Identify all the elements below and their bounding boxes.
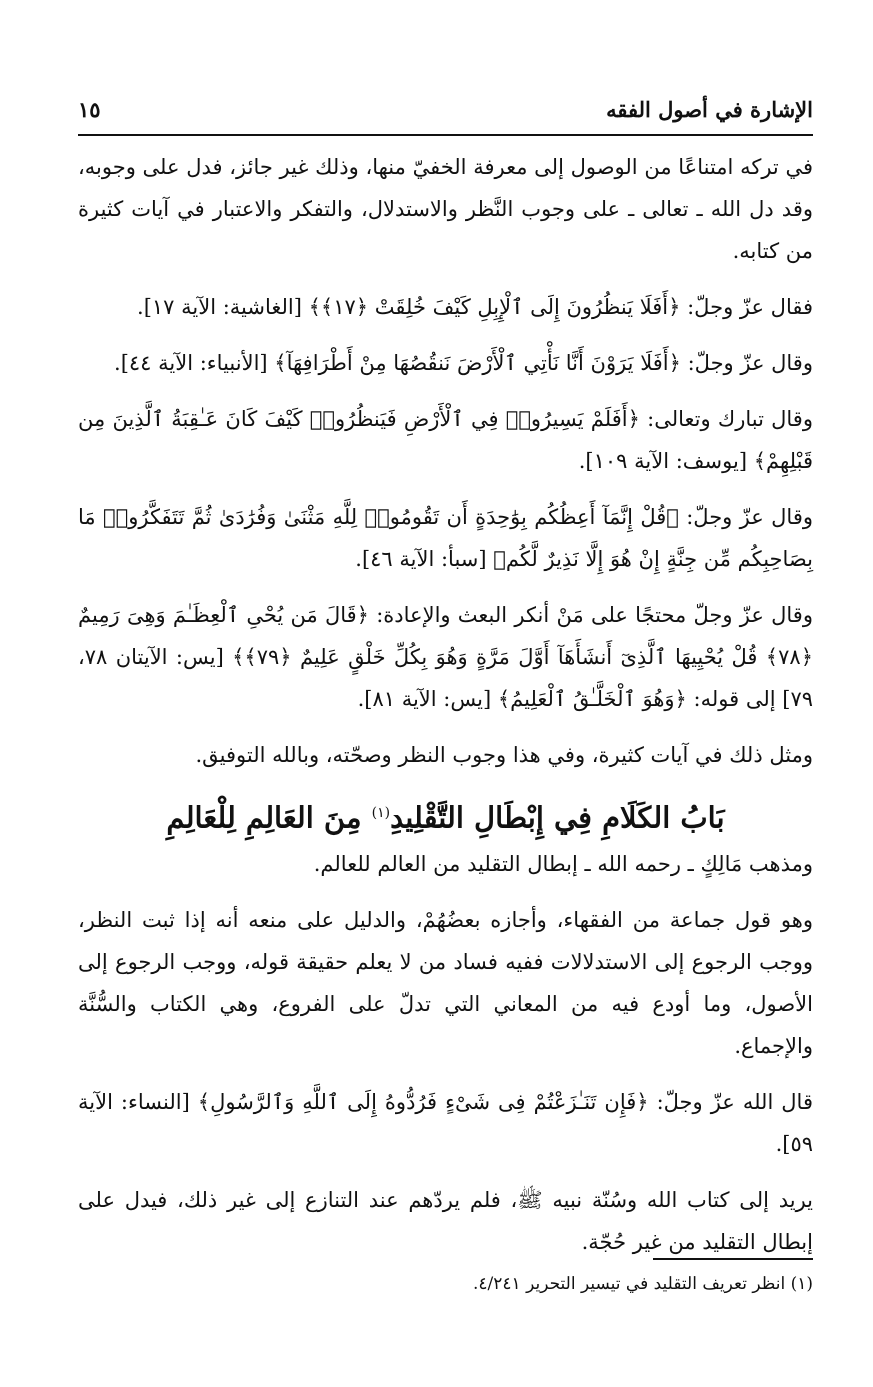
quran-citation: قال الله عزّ وجلّ: ﴿فَإِن تَنَـٰزَعْتُمْ فِى شَىْءٍ فَرُدُّوهُ إِلَى ٱللَّهِ وَٱلرَّسُولِ﴾ [النساء: الآية ٥٩]. xyxy=(78,1089,813,1156)
quran-citation: وقال عزّ وجلّ محتجًا على مَنْ أنكر البعث والإعادة: ﴿قَالَ مَن يُحْىِ ٱلْعِظَـٰمَ وَهِىَ رَمِيمٌ ﴿٧٨﴾ قُلْ يُحْيِيهَا ٱلَّذِىٓ أَنشَأَهَآ أَوَّلَ مَرَّةٍ وَهُوَ بِكُلِّ خَلْقٍ عَلِيمٌ ﴿٧٩﴾﴾ [يس: الآيتان ٧٨، ٧٩] إلى قوله: ﴿وَهُوَ ٱلْخَلَّـٰقُ ٱلْعَلِيمُ﴾ [يس: الآية ٨١]. xyxy=(78,603,813,711)
quran-citation: وقال عزّ وجلّ: ﴿أَفَلَا يَرَوْنَ أَنَّا نَأْتِي ٱلْأَرْضَ نَنقُصُهَا مِنْ أَطْرَافِهَآ﴾ [الأنبياء: الآية ٤٤]. xyxy=(114,351,813,375)
page-header xyxy=(78,84,813,136)
body-text xyxy=(78,146,813,1277)
quran-citation: وقال تبارك وتعالى: ﴿أَفَلَمْ يَسِيرُوا۟ فِي ٱلْأَرْضِ فَيَنظُرُوا۟ كَيْفَ كَانَ عَـٰقِبَةُ ٱلَّذِينَ مِن قَبْلِهِمْ﴾ [يوسف: الآية ١٠٩]. xyxy=(78,407,813,473)
footnote: (١) انظر تعريف التقليد في تيسير التحرير ٤/٢٤١. xyxy=(473,1274,813,1294)
quran-citation: فقال عزّ وجلّ: ﴿أَفَلَا يَنظُرُونَ إِلَى ٱلْإِبِلِ كَيْفَ خُلِقَتْ ﴿١٧﴾﴾ [الغاشية: الآية ١٧]. xyxy=(137,295,813,319)
page-number: ١٥ xyxy=(78,96,101,122)
section-heading-text: بَابُ الكَلَامِ فِي إِبْطَالِ التَّقْلِيدِ xyxy=(390,800,725,835)
running-title: الإشارة في أصول الفقه xyxy=(606,96,813,122)
paragraph: وهو قول جماعة من الفقهاء، وأجازه بعضُهُمْ، والدليل على منعه أنه إذا ثبت النظر، ووجب الرجوع إلى الاستدلالات ففيه فساد من لا يعلم حقيقة قوله، ووجب الرجوع إلى الأصول، وما أودع فيه من المعاني التي تدلّ على الفروع، وهي الكتاب والسُّنَّة والإجماع. xyxy=(78,907,813,1058)
quran-citation: وقال عزّ وجلّ: ﴿قُلْ إِنَّمَآ أَعِظُكُم بِوَٰحِدَةٍ أَن تَقُومُوا۟ لِلَّهِ مَثْنَىٰ وَفُرَٰدَىٰ ثُمَّ تَتَفَكَّرُوا۟ مَا بِصَاحِبِكُم مِّن جِنَّةٍ إِنْ هُوَ إِلَّا نَذِيرٌ لَّكُم﴾ [سبأ: الآية ٤٦]. xyxy=(78,505,813,571)
paragraph: في تركه امتناعًا من الوصول إلى معرفة الخفيّ منها، وذلك غير جائز، فدل على وجوبه، وقد دل الله ـ تعالى ـ على وجوب النَّظر والاستدلال، والتفكر والاعتبار في آيات كثيرة من كتابه. xyxy=(78,155,813,263)
paragraph: ومذهب مَالِكٍ ـ رحمه الله ـ إبطال التقليد من العالم للعالم. xyxy=(313,851,813,876)
section-heading xyxy=(78,790,813,841)
paragraph: ومثل ذلك في آيات كثيرة، وفي هذا وجوب النظر وصحّته، وبالله التوفيق. xyxy=(195,743,813,767)
paragraph: يريد إلى كتاب الله وسُنّة نبيه ﷺ، فلم يردّهم عند التنازع إلى غير ذلك، فيدل على إبطال التقليد من غير حُجّة. xyxy=(78,1187,813,1254)
footnote-marker: (١) xyxy=(371,805,391,821)
footnote-divider xyxy=(653,1258,813,1260)
section-heading-tail: مِنَ العَالِمِ لِلْعَالِمِ xyxy=(166,800,362,835)
